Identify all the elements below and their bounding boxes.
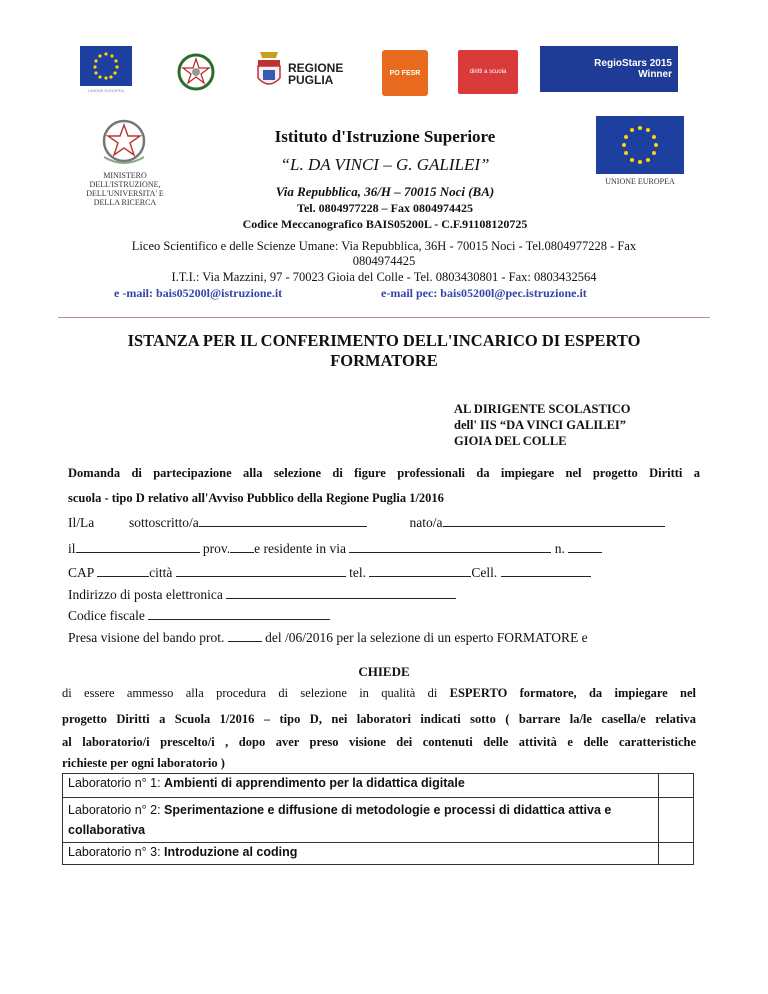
regiostars-logo <box>540 46 678 92</box>
lab-2-prefix: Laboratorio n° 2: <box>68 803 165 817</box>
lab-3-checkbox[interactable] <box>659 843 694 865</box>
regione-puglia-label <box>288 62 343 86</box>
doc-title-line2: FORMATORE <box>330 351 438 370</box>
school-name: “L. DA VINCI – G. GALILEI” <box>280 155 490 174</box>
tel-field[interactable] <box>369 564 471 577</box>
school-title: Istituto d'Istruzione Superiore <box>274 127 496 146</box>
school-codice: Codice Meccanografico BAIS05200L - C.F.91108120725 <box>242 217 528 231</box>
diritti-a-scuola-logo <box>458 50 518 94</box>
intro-line1: Domanda di partecipazione alla selezione di figure professionali da impiegare nel progetto Diritti a <box>68 466 700 480</box>
prot-field[interactable] <box>228 629 262 642</box>
cf-field[interactable] <box>148 607 330 620</box>
presa-label-b: del /06/2016 per la selezione di un esperto FORMATORE e <box>265 630 588 645</box>
italy-emblem-logo <box>176 52 216 92</box>
chiede-line1 <box>62 686 696 701</box>
regione-label-1: REGIONE <box>288 61 344 75</box>
lab-row-3 <box>63 843 694 865</box>
lab-3-title: Introduzione al coding <box>164 845 298 859</box>
nato-label: nato/a <box>409 515 443 530</box>
header-divider <box>58 317 710 318</box>
school-address: Via Repubblica, 36/H – 70015 Noci (BA) <box>275 184 495 199</box>
chiede-line1-b: ESPERTO formatore, da impiegare nel <box>449 686 696 700</box>
chiede-line4: richieste per ogni laboratorio ) <box>62 756 225 770</box>
chiede-line2: progetto Diritti a Scuola 1/2016 – tipo D, nei laboratori indicati sotto ( barrare la/le casella/e relativa <box>62 712 696 726</box>
doc-title-line1: ISTANZA PER IL CONFERIMENTO DELL'INCARICO DI ESPERTO <box>127 331 641 350</box>
ministry-line1: MINISTERO <box>103 171 147 180</box>
cap-field[interactable] <box>97 564 149 577</box>
nato-field[interactable] <box>443 514 665 527</box>
eu-stars-icon <box>86 49 126 83</box>
diritti-label: diritti a scuola <box>469 69 507 75</box>
school-email[interactable]: e -mail: bais05200l@istruzione.it <box>114 286 283 300</box>
il-label: il <box>68 541 76 556</box>
cap-label: CAP <box>68 565 94 580</box>
form-row-contacts <box>68 564 591 581</box>
regione-label-2: PUGLIA <box>288 73 334 87</box>
lab-row-1 <box>63 774 694 798</box>
chiede-heading: CHIEDE <box>358 664 410 679</box>
intro-line2: scuola - tipo D relativo all'Avviso Pubblico della Regione Puglia 1/2016 <box>68 491 444 505</box>
cell-field[interactable] <box>501 564 591 577</box>
email-label: Indirizzo di posta elettronica <box>68 587 223 602</box>
chiede-line3: al laboratorio/i prescelto/i , dopo aver preso visione dei contenuti delle attività e delle caratteristiche <box>62 735 696 749</box>
lab-1-description <box>63 774 659 798</box>
form-row-presa <box>68 629 588 646</box>
prov-field[interactable] <box>230 540 254 553</box>
eu-stars-right-icon <box>610 120 670 170</box>
form-row-birth <box>68 540 602 557</box>
presa-label-a: Presa visione del bando prot. <box>68 630 225 645</box>
ministry-caption <box>62 171 188 207</box>
recipient-line1: AL DIRIGENTE SCOLASTICO <box>454 402 631 416</box>
citta-label: città <box>149 565 173 580</box>
n-label: n. <box>554 541 565 556</box>
eu-flag-right <box>596 116 684 174</box>
citta-field[interactable] <box>176 564 346 577</box>
lab-row-2 <box>63 798 694 843</box>
sottoscritto-label: sottoscritto/a <box>129 515 199 530</box>
lab-1-prefix: Laboratorio n° 1: <box>68 776 165 790</box>
recipient-block <box>454 401 630 449</box>
lab-2-checkbox[interactable] <box>659 798 694 843</box>
eu-flag-logo <box>80 46 132 86</box>
ministry-line3: DELL'UNIVERSITA' E <box>86 189 164 198</box>
lab-1-title: Ambienti di apprendimento per la didattica digitale <box>164 776 465 790</box>
lab-2-description <box>63 798 659 843</box>
civic-number-field[interactable] <box>568 540 602 553</box>
puglia-crest-icon <box>254 48 284 92</box>
prov-label: prov. <box>202 541 231 556</box>
chiede-line1-a: di essere ammesso alla procedura di selezione in qualità di <box>62 686 450 700</box>
school-tel: Tel. 0804977228 – Fax 0804974425 <box>297 201 473 215</box>
regiostars-line2: Winner <box>638 69 672 80</box>
liceo-line2: 0804974425 <box>352 254 416 268</box>
school-pec[interactable]: e-mail pec: bais05200l@pec.istruzione.it <box>381 286 587 300</box>
residente-label: e residente in via <box>254 541 346 556</box>
form-row-email <box>68 586 456 603</box>
eu-small-caption: UNIONE EUROPEA <box>87 88 125 93</box>
eu-caption: UNIONE EUROPEA <box>605 177 675 186</box>
lab-2-title: Sperimentazione e diffusione di metodologie e processi di didattica attiva e collaborativa <box>68 803 612 837</box>
lab-3-description <box>63 843 659 865</box>
labs-table <box>62 773 694 865</box>
birthdate-field[interactable] <box>76 540 200 553</box>
fesr-label: PO FESR <box>389 69 421 77</box>
liceo-line1: Liceo Scientifico e delle Scienze Umane: Via Repubblica, 36H - 70015 Noci - Tel.0804977228 - Fax <box>131 239 637 253</box>
form-row-name <box>68 514 665 531</box>
ministry-line4: DELLA RICERCA <box>93 198 157 207</box>
il-la-label: Il/La <box>68 515 95 530</box>
tel-label: tel. <box>349 565 367 580</box>
regiostars-line1: RegioStars 2015 <box>594 58 672 69</box>
republic-emblem-icon <box>98 117 150 167</box>
cf-label: Codice fiscale <box>68 608 145 623</box>
lab-3-prefix: Laboratorio n° 3: <box>68 845 165 859</box>
cell-label: Cell. <box>471 565 498 580</box>
recipient-line3: GIOIA DEL COLLE <box>454 434 567 448</box>
italy-emblem-icon <box>176 52 216 92</box>
lab-1-checkbox[interactable] <box>659 774 694 798</box>
ministry-line2: DELL'ISTRUZIONE, <box>89 180 161 189</box>
regione-puglia-crest <box>254 48 284 92</box>
via-field[interactable] <box>349 540 551 553</box>
fesr-logo <box>382 50 428 96</box>
form-row-cf <box>68 607 330 624</box>
italian-republic-emblem <box>96 116 152 168</box>
recipient-line2: dell' IIS “DA VINCI GALILEI” <box>454 418 627 432</box>
iti-line: I.T.I.: Via Mazzini, 97 - 70023 Gioia del Colle - Tel. 0803430801 - Fax: 0803432564 <box>171 270 597 284</box>
email-field[interactable] <box>226 586 456 599</box>
sottoscritto-field[interactable] <box>199 514 367 527</box>
